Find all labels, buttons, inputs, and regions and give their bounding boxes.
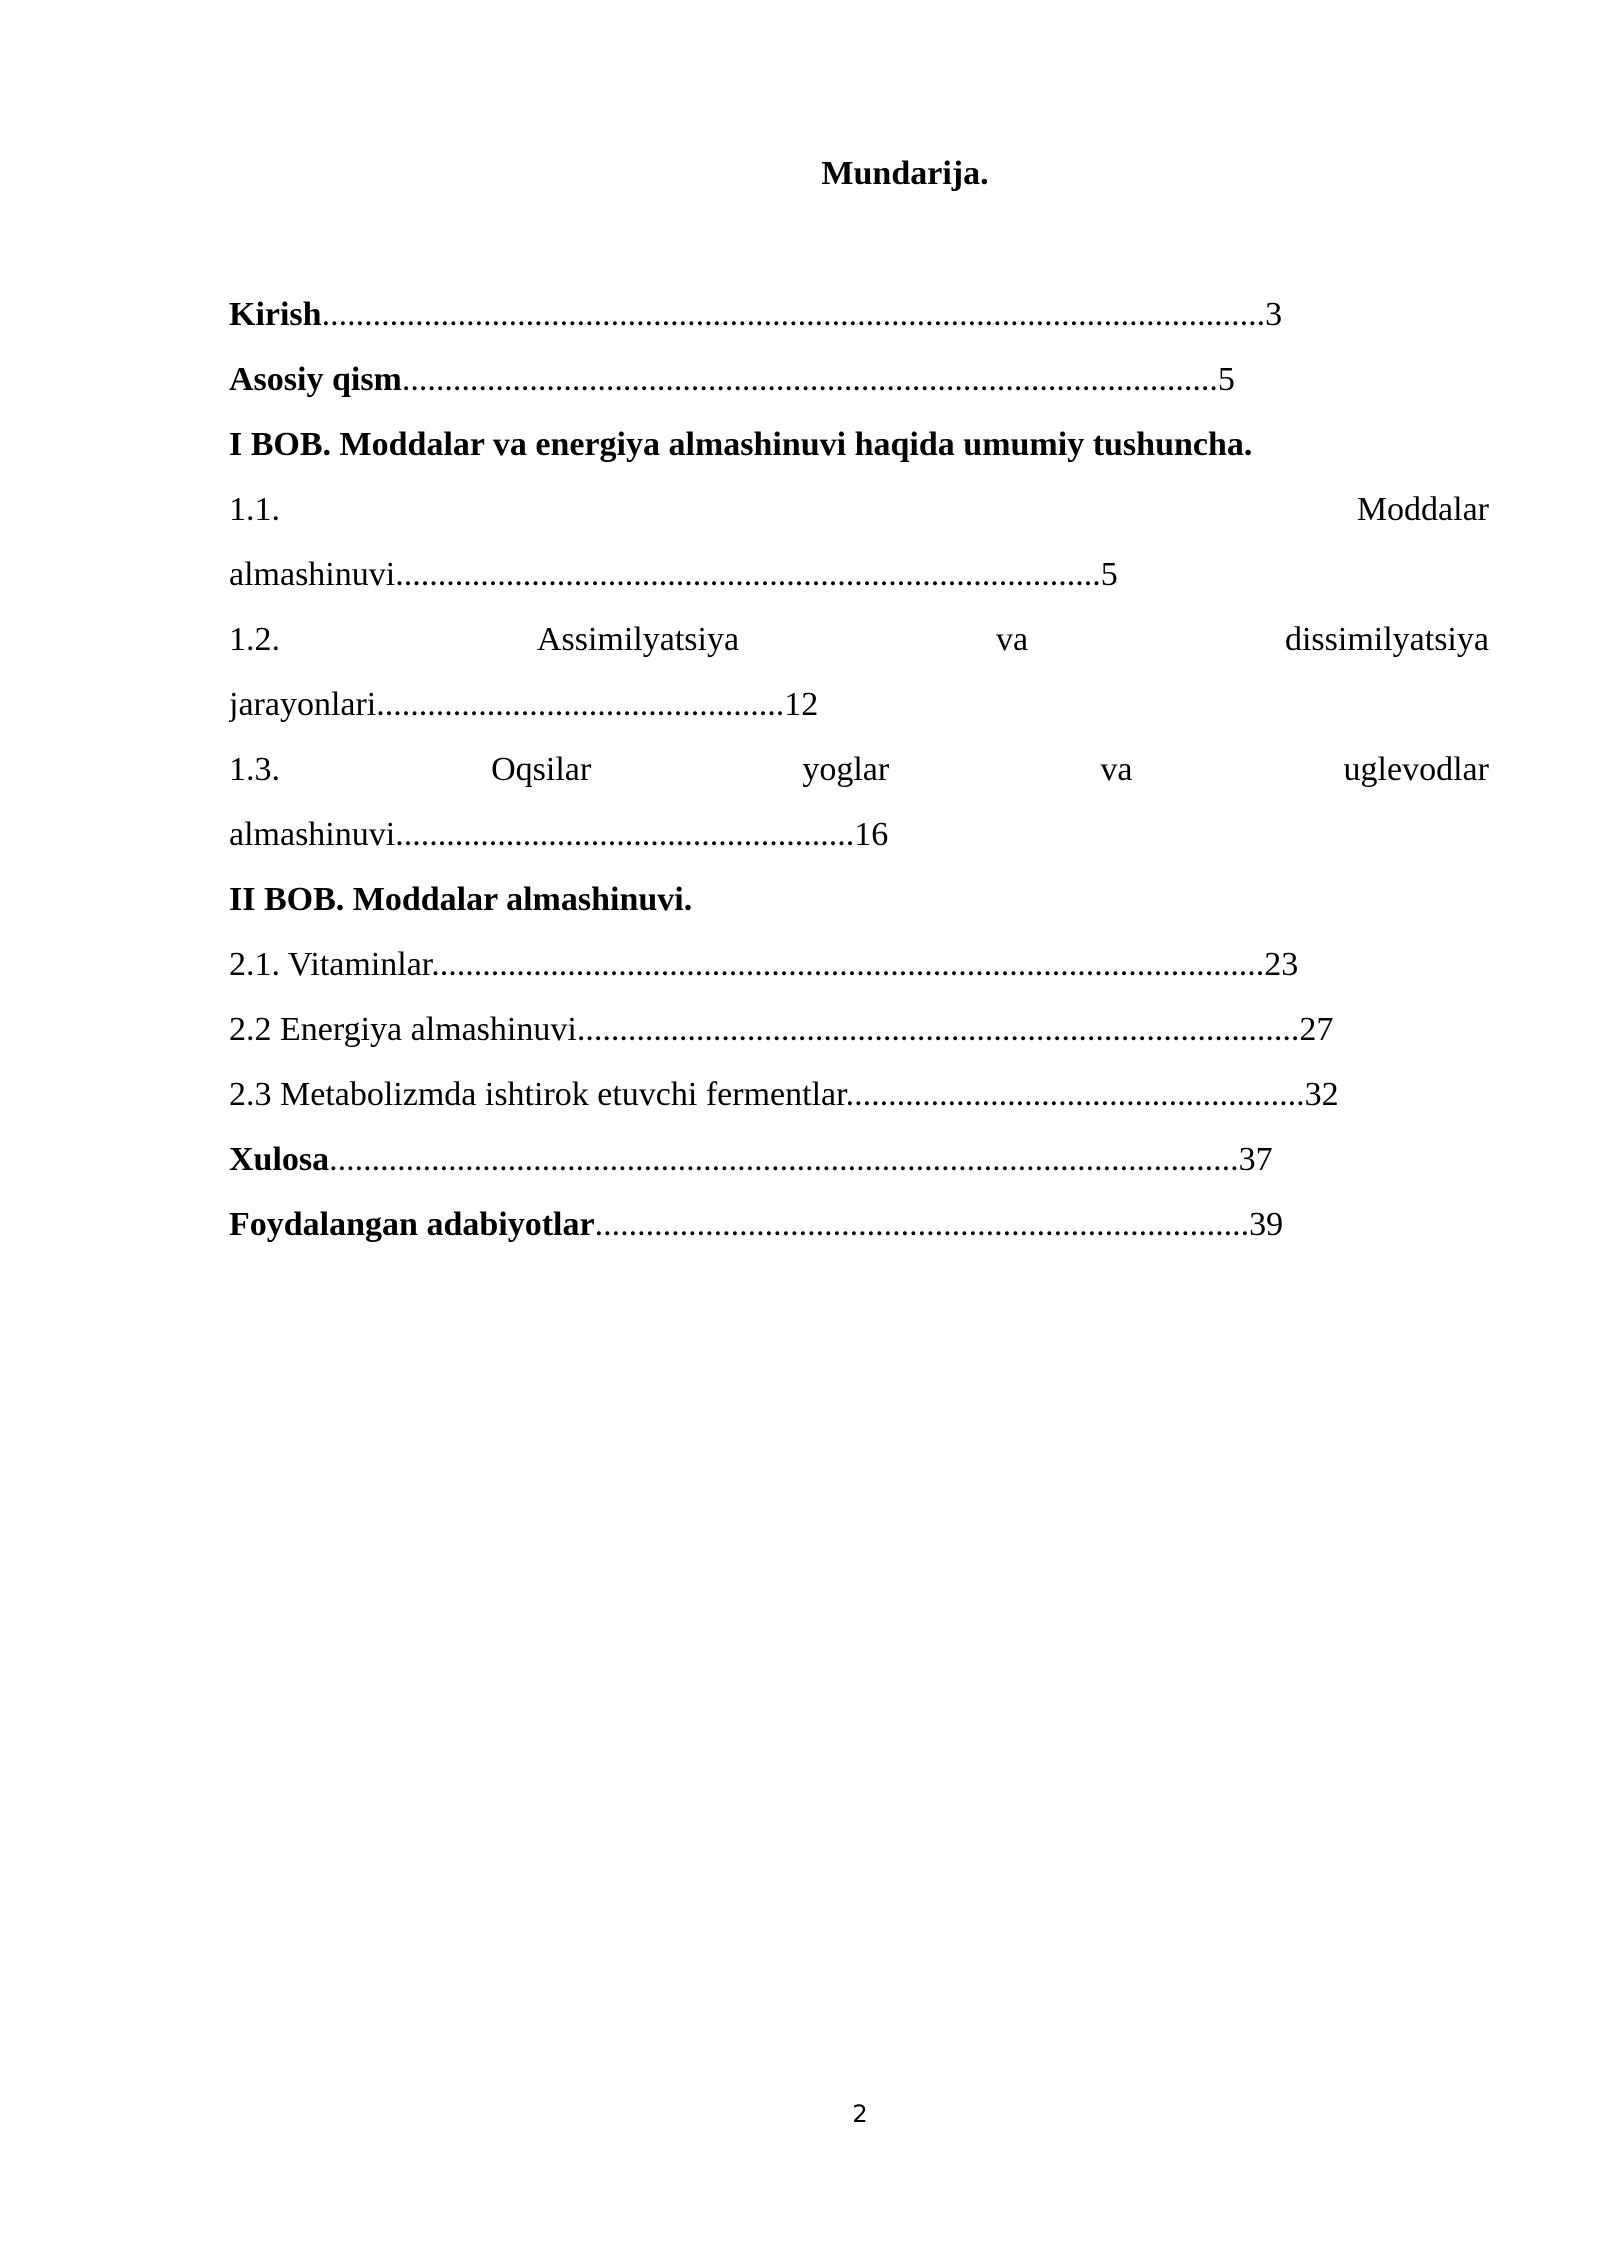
toc-section-word: Oqsilar [491,751,592,788]
toc-leader-dots: ..................................................................................... [576,1011,1300,1048]
toc-leader-dots: ........................................................................................................... [329,1141,1239,1178]
page-number: 2 [852,2100,868,2128]
toc-entry-label: 2.3 Metabolizmda ishtirok etuvchi fermentlar [229,1076,846,1113]
toc-page-number: 5 [1217,361,1235,398]
toc-page-number: 37 [1238,1141,1273,1178]
toc-section-word: uglevodlar [1343,751,1489,788]
toc-entry-label: Xulosa [229,1141,330,1178]
toc-page-number: 5 [1100,556,1118,593]
toc-leader-dots: ............................................................................................................... [321,296,1266,333]
toc-section-word: almashinuvi [229,556,396,593]
toc-section-number: 1.1. [229,491,280,528]
toc-page-number: 3 [1265,296,1283,333]
toc-leader-dots: ................................................................................................ [401,361,1218,398]
toc-chapter-2-heading: II BOB. Moddalar almashinuvi. [229,881,693,918]
toc-entry-xulosa [229,1127,1489,1192]
toc-entry-asosiy-qism [229,347,1489,412]
toc-entry-1-3-line2 [229,802,1489,867]
toc-page-number: 39 [1249,1206,1284,1243]
toc-entry-label: Asosiy qism [229,361,402,398]
toc-entry-label: Kirish [229,296,322,333]
toc-entry-adabiyotlar [229,1192,1489,1257]
toc-section-word: va [995,621,1029,658]
toc-entry-1-1-line1 [229,477,1489,542]
toc-leader-dots: ................................................ [376,686,785,723]
toc-page-number: 27 [1299,1011,1334,1048]
page-title: Mundarija. [821,155,989,192]
toc-leader-dots: ...................................................... [845,1076,1305,1113]
toc-section-word: Assimilyatsiya [536,621,740,658]
toc-page-number: 32 [1304,1076,1339,1113]
toc-section-number: 1.2. [229,621,280,658]
toc-section-word: dissimilyatsiya [1284,621,1489,658]
toc-entry-2-1 [229,932,1489,997]
toc-leader-dots: ................................................................................... [395,556,1101,593]
toc-entry-label: 2.2 Energiya almashinuvi [229,1011,577,1048]
toc-section-word: va [1100,751,1133,788]
toc-section-number: 1.3. [229,751,280,788]
toc-entry-kirish [229,282,1489,347]
toc-chapter-1-heading: I BOB. Moddalar va energiya almashinuvi haqida umumiy tushuncha. [229,426,1253,463]
toc-entry-1-2-line2 [229,672,1489,737]
toc-leader-dots: ............................................................................. [594,1206,1250,1243]
toc-page-number: 16 [854,816,889,853]
toc-entry-label: 2.1. Vitaminlar [229,946,432,983]
toc-leader-dots: ...................................................... [395,816,855,853]
toc-entry-1-1-line2 [229,542,1489,607]
toc-entry-2-2 [229,997,1489,1062]
toc-section-word: Moddalar [1356,491,1489,528]
table-of-contents [229,282,1489,1257]
toc-entry-label: Foydalangan adabiyotlar [229,1206,595,1243]
toc-section-word: jarayonlari [229,686,377,723]
toc-entry-2-3 [229,1062,1489,1127]
toc-section-word: almashinuvi [229,816,396,853]
toc-page-number: 12 [784,686,819,723]
toc-section-word: yoglar [802,751,890,788]
toc-entry-1-3-line1 [229,737,1489,802]
toc-entry-1-2-line1 [229,607,1489,672]
toc-page-number: 23 [1264,946,1299,983]
toc-leader-dots: .................................................................................................. [431,946,1265,983]
